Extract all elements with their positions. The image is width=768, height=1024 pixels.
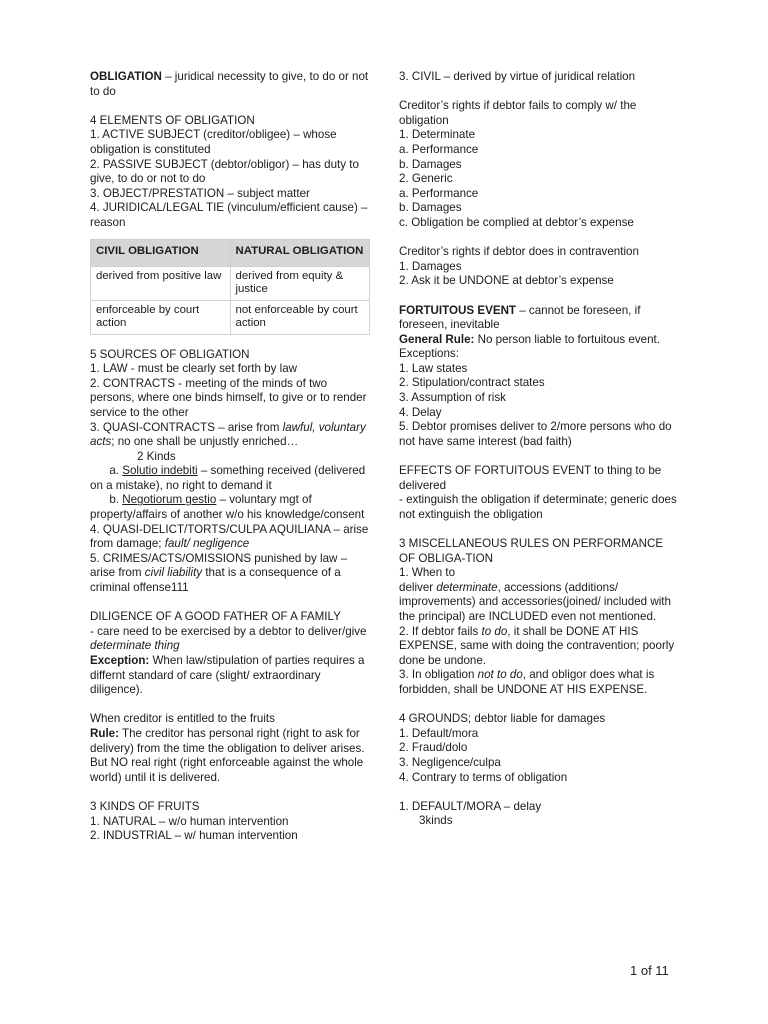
- element-item: 3. OBJECT/PRESTATION – subject matter: [90, 186, 310, 200]
- left-column: [90, 70, 372, 844]
- misc-rule: 3. In obligation not to do, and obligor does what is forbidden, shall be UNDONE AT HIS EXPENSE.: [399, 668, 655, 696]
- element-item: 2. PASSIVE SUBJECT (debtor/obligor) – has duty to give, to do or not to do: [90, 157, 359, 186]
- effects-text: - extinguish the obligation if determinate; generic does not extinguish the obligation: [399, 493, 677, 521]
- source-item: 4. QUASI-DELICT/TORTS/CULPA AQUILIANA – arise from damage; fault/ negligence: [90, 522, 369, 551]
- fortuitous-definition: FORTUITOUS EVENT – cannot be foreseen, if foreseen, inevitable: [399, 303, 641, 332]
- rule-text: Rule: The creditor has personal right (right to ask for delivery) from the time the obligation to deliver arises.: [90, 726, 365, 755]
- list-item: b. Damages: [399, 201, 462, 215]
- default-title: 1. DEFAULT/MORA – delay: [399, 799, 542, 813]
- table-row: [91, 300, 370, 334]
- list-item: 1. Default/mora: [399, 726, 479, 740]
- element-item: 4. JURIDICAL/LEGAL TIE (vinculum/efficient cause) – reason: [90, 201, 368, 229]
- table-cell: derived from positive law: [91, 266, 231, 300]
- list-item: 1. Damages: [399, 259, 462, 273]
- exceptions-title: Exceptions:: [399, 347, 459, 361]
- list-item: 2. Ask it be UNDONE at debtor’s expense: [399, 274, 614, 288]
- list-item: 5. Debtor promises deliver to 2/more persons who do not have same interest (bad faith): [399, 420, 672, 448]
- list-item: a. Performance: [399, 142, 479, 156]
- list-item: 4. Contrary to terms of obligation: [399, 770, 568, 784]
- rule-text-continued: But NO real right (right enforceable against the whole world) until it is delivered.: [90, 756, 364, 784]
- source-item: 1. LAW - must be clearly set forth by law: [90, 362, 298, 376]
- table-header: NATURAL OBLIGATION: [230, 239, 370, 266]
- general-rule: General Rule: No person liable to fortuitous event.: [399, 332, 660, 346]
- obligation-term: OBLIGATION: [90, 70, 162, 83]
- table-cell: enforceable by court action: [91, 300, 231, 334]
- list-item: 1. Law states: [399, 361, 468, 375]
- fruits-intro: When creditor is entitled to the fruits: [90, 712, 275, 726]
- civil-source-item: 3. CIVIL – derived by virtue of juridical relation: [399, 70, 636, 83]
- page-number: 1 of 11: [630, 963, 669, 978]
- three-kinds-label: 3kinds: [419, 814, 453, 828]
- diligence-title: DILIGENCE OF A GOOD FATHER OF A FAMILY: [90, 610, 341, 624]
- source-item: 2. CONTRACTS - meeting of the minds of two persons, where one binds himself, to give or to render service to the other: [90, 376, 367, 419]
- table-cell: derived from equity & justice: [230, 266, 370, 300]
- list-item: 2. Fraud/dolo: [399, 741, 468, 755]
- table-cell: not enforceable by court action: [230, 300, 370, 334]
- list-item: 2. Stipulation/contract states: [399, 376, 545, 390]
- table-row: [91, 266, 370, 300]
- source-item: 3. QUASI-CONTRACTS – arise from lawful, voluntary acts; no one shall be unjustly enriched…: [90, 420, 366, 449]
- grounds-title: 4 GROUNDS; debtor liable for damages: [399, 712, 606, 726]
- quasi-contract-kind: a. Solutio indebiti – something received (delivered on a mistake), no right to demand it: [90, 464, 366, 492]
- obligation-comparison-table: [90, 239, 370, 335]
- list-item: 4. Delay: [399, 405, 442, 419]
- rights-fail-title: Creditor’s rights if debtor fails to comply w/ the obligation: [399, 99, 637, 127]
- source-item: 5. CRIMES/ACTS/OMISSIONS punished by law – arise from civil liability that is a consequence of a criminal offense111: [90, 551, 348, 595]
- diligence-text: - care need to be exercised by a debtor to deliver/give determinate thing: [90, 624, 367, 653]
- effects-title: EFFECTS OF FORTUITOUS EVENT to thing to be delivered: [399, 464, 662, 492]
- list-item: b. Damages: [399, 157, 462, 171]
- list-item: 2. Generic: [399, 172, 453, 186]
- element-item: 1. ACTIVE SUBJECT (creditor/obligee) – whose obligation is constituted: [90, 128, 337, 156]
- misc-rule: deliver determinate, accessions (additions/ improvements) and accessories(joined/ included with the principal) are INCLUDED even not mentioned.: [399, 580, 671, 623]
- table-header-row: [91, 239, 370, 266]
- misc-rule: 1. When to: [399, 566, 456, 580]
- sources-title: 5 SOURCES OF OBLIGATION: [90, 347, 250, 361]
- list-item: 3. Negligence/culpa: [399, 755, 501, 769]
- exception-text: Exception: When law/stipulation of parties requires a differnt standard of care (slight/ extraordinary diligence).: [90, 654, 365, 697]
- fruit-kind-item: 1. NATURAL – w/o human intervention: [90, 814, 289, 828]
- two-kinds-label: 2 Kinds: [137, 449, 176, 463]
- right-column: [399, 70, 681, 829]
- misc-rule: 2. If debtor fails to do, it shall be DONE AT HIS EXPENSE, same with doing the contravention; poorly done be undone.: [399, 624, 675, 667]
- misc-rules-title: 3 MISCELLANEOUS RULES ON PERFORMANCE OF OBLIGA-TION: [399, 537, 664, 565]
- list-item: a. Performance: [399, 186, 479, 200]
- obligation-definition: OBLIGATION – juridical necessity to give, to do or not to do: [90, 70, 369, 98]
- table-header: CIVIL OBLIGATION: [91, 239, 231, 266]
- kinds-of-fruits-title: 3 KINDS OF FRUITS: [90, 799, 200, 813]
- quasi-contract-kind: b. Negotiorum gestio – voluntary mgt of property/affairs of another w/o his knowledge/consent: [90, 493, 365, 522]
- list-item: 3. Assumption of risk: [399, 391, 506, 405]
- list-item: c. Obligation be complied at debtor’s expense: [399, 215, 634, 229]
- list-item: 1. Determinate: [399, 128, 476, 142]
- fruit-kind-item: 2. INDUSTRIAL – w/ human intervention: [90, 829, 298, 843]
- elements-title: 4 ELEMENTS OF OBLIGATION: [90, 113, 255, 127]
- rights-contravention-title: Creditor’s rights if debtor does in contravention: [399, 245, 639, 259]
